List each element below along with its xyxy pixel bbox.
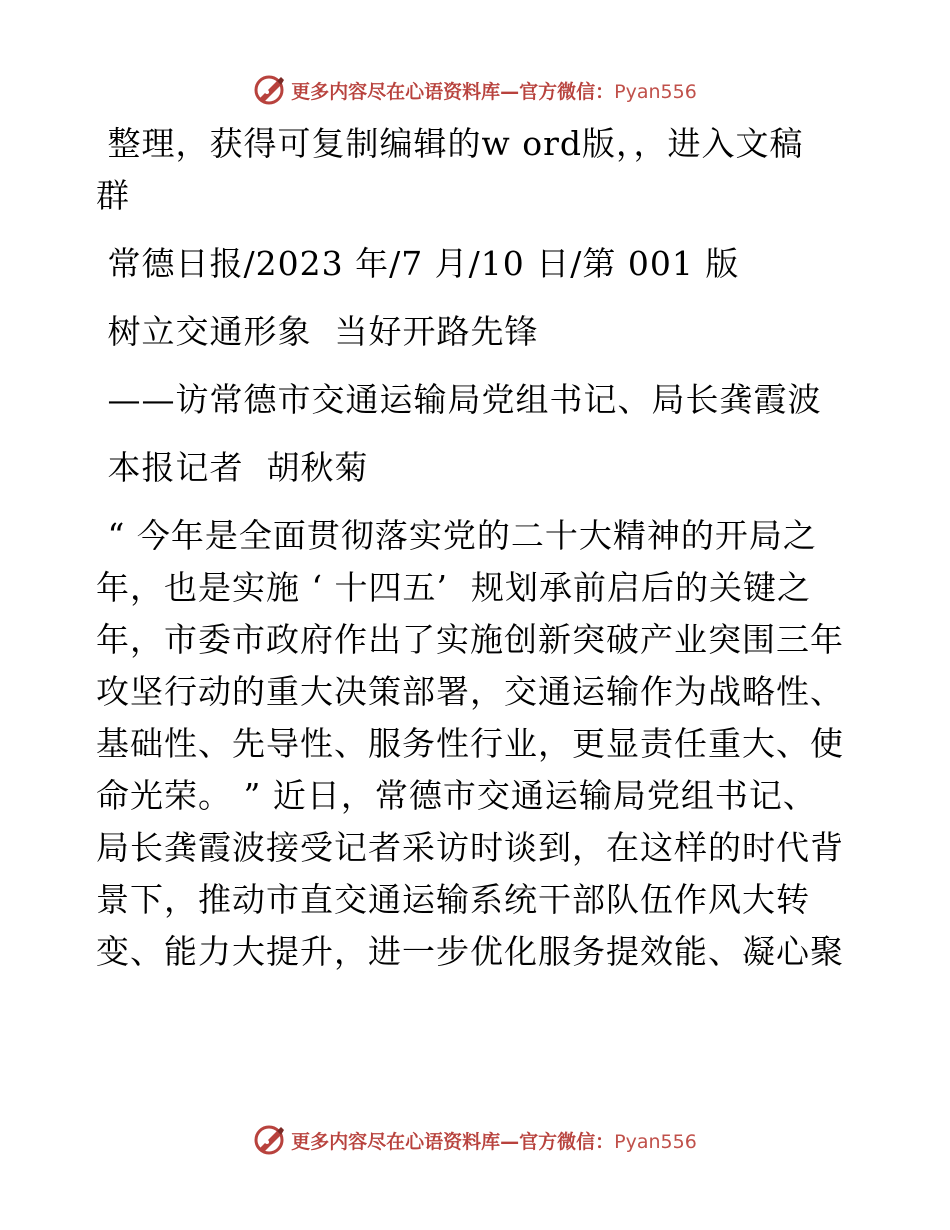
- article-title: 树立交通形象 当好开路先锋: [96, 312, 539, 351]
- pen-logo-icon: [253, 1123, 287, 1157]
- watermark-handle: Pyan556: [614, 1130, 697, 1153]
- text-line: “ 今年是全面贯彻落实党的二十大精神的开局之: [96, 516, 817, 555]
- watermark-text: 更多内容尽在心语资料库—官方微信：Pyan556: [291, 80, 697, 103]
- header-watermark: [0, 70, 950, 110]
- text-line: 整理，获得可复制编辑的w ord版，，进入文稿: [96, 124, 804, 163]
- text-line: 变、能力大提升，进一步优化服务提效能、凝心聚: [96, 932, 844, 971]
- document-body: [96, 118, 856, 978]
- watermark-text: 更多内容尽在心语资料库—官方微信：Pyan556: [291, 1130, 697, 1153]
- block-byline: [96, 442, 856, 494]
- footer-watermark: [0, 1120, 950, 1160]
- block-subtitle: [96, 374, 856, 426]
- block-title: [96, 306, 856, 358]
- block-body-paragraph: [96, 510, 856, 978]
- text-line: 年，市委市政府作出了实施创新突破产业突围三年: [96, 620, 844, 659]
- text-line: 年，也是实施 ‘ 十四五’ 规划承前启后的关键之: [96, 568, 811, 607]
- text-line: 景下，推动市直交通运输系统干部队伍作风大转: [96, 880, 810, 919]
- text-line: 基础性、先导性、服务性行业，更显责任重大、使: [96, 724, 844, 763]
- pen-logo-icon: [253, 73, 287, 107]
- block-intro-note: [96, 118, 856, 222]
- block-source: [96, 238, 856, 290]
- watermark-handle: Pyan556: [614, 80, 697, 103]
- text-line: 命光荣。 ” 近日，常德市交通运输局党组书记、: [96, 776, 817, 815]
- text-line: 群: [96, 176, 130, 215]
- article-subtitle: ——访常德市交通运输局党组书记、局长龚霞波: [96, 380, 822, 419]
- article-byline: 本报记者 胡秋菊: [96, 448, 369, 487]
- source-line: 常德日报/2023 年/7 月/10 日/第 001 版: [96, 244, 740, 283]
- text-line: 攻坚行动的重大决策部署，交通运输作为战略性、: [96, 672, 844, 711]
- text-line: 局长龚霞波接受记者采访时谈到，在这样的时代背: [96, 828, 844, 867]
